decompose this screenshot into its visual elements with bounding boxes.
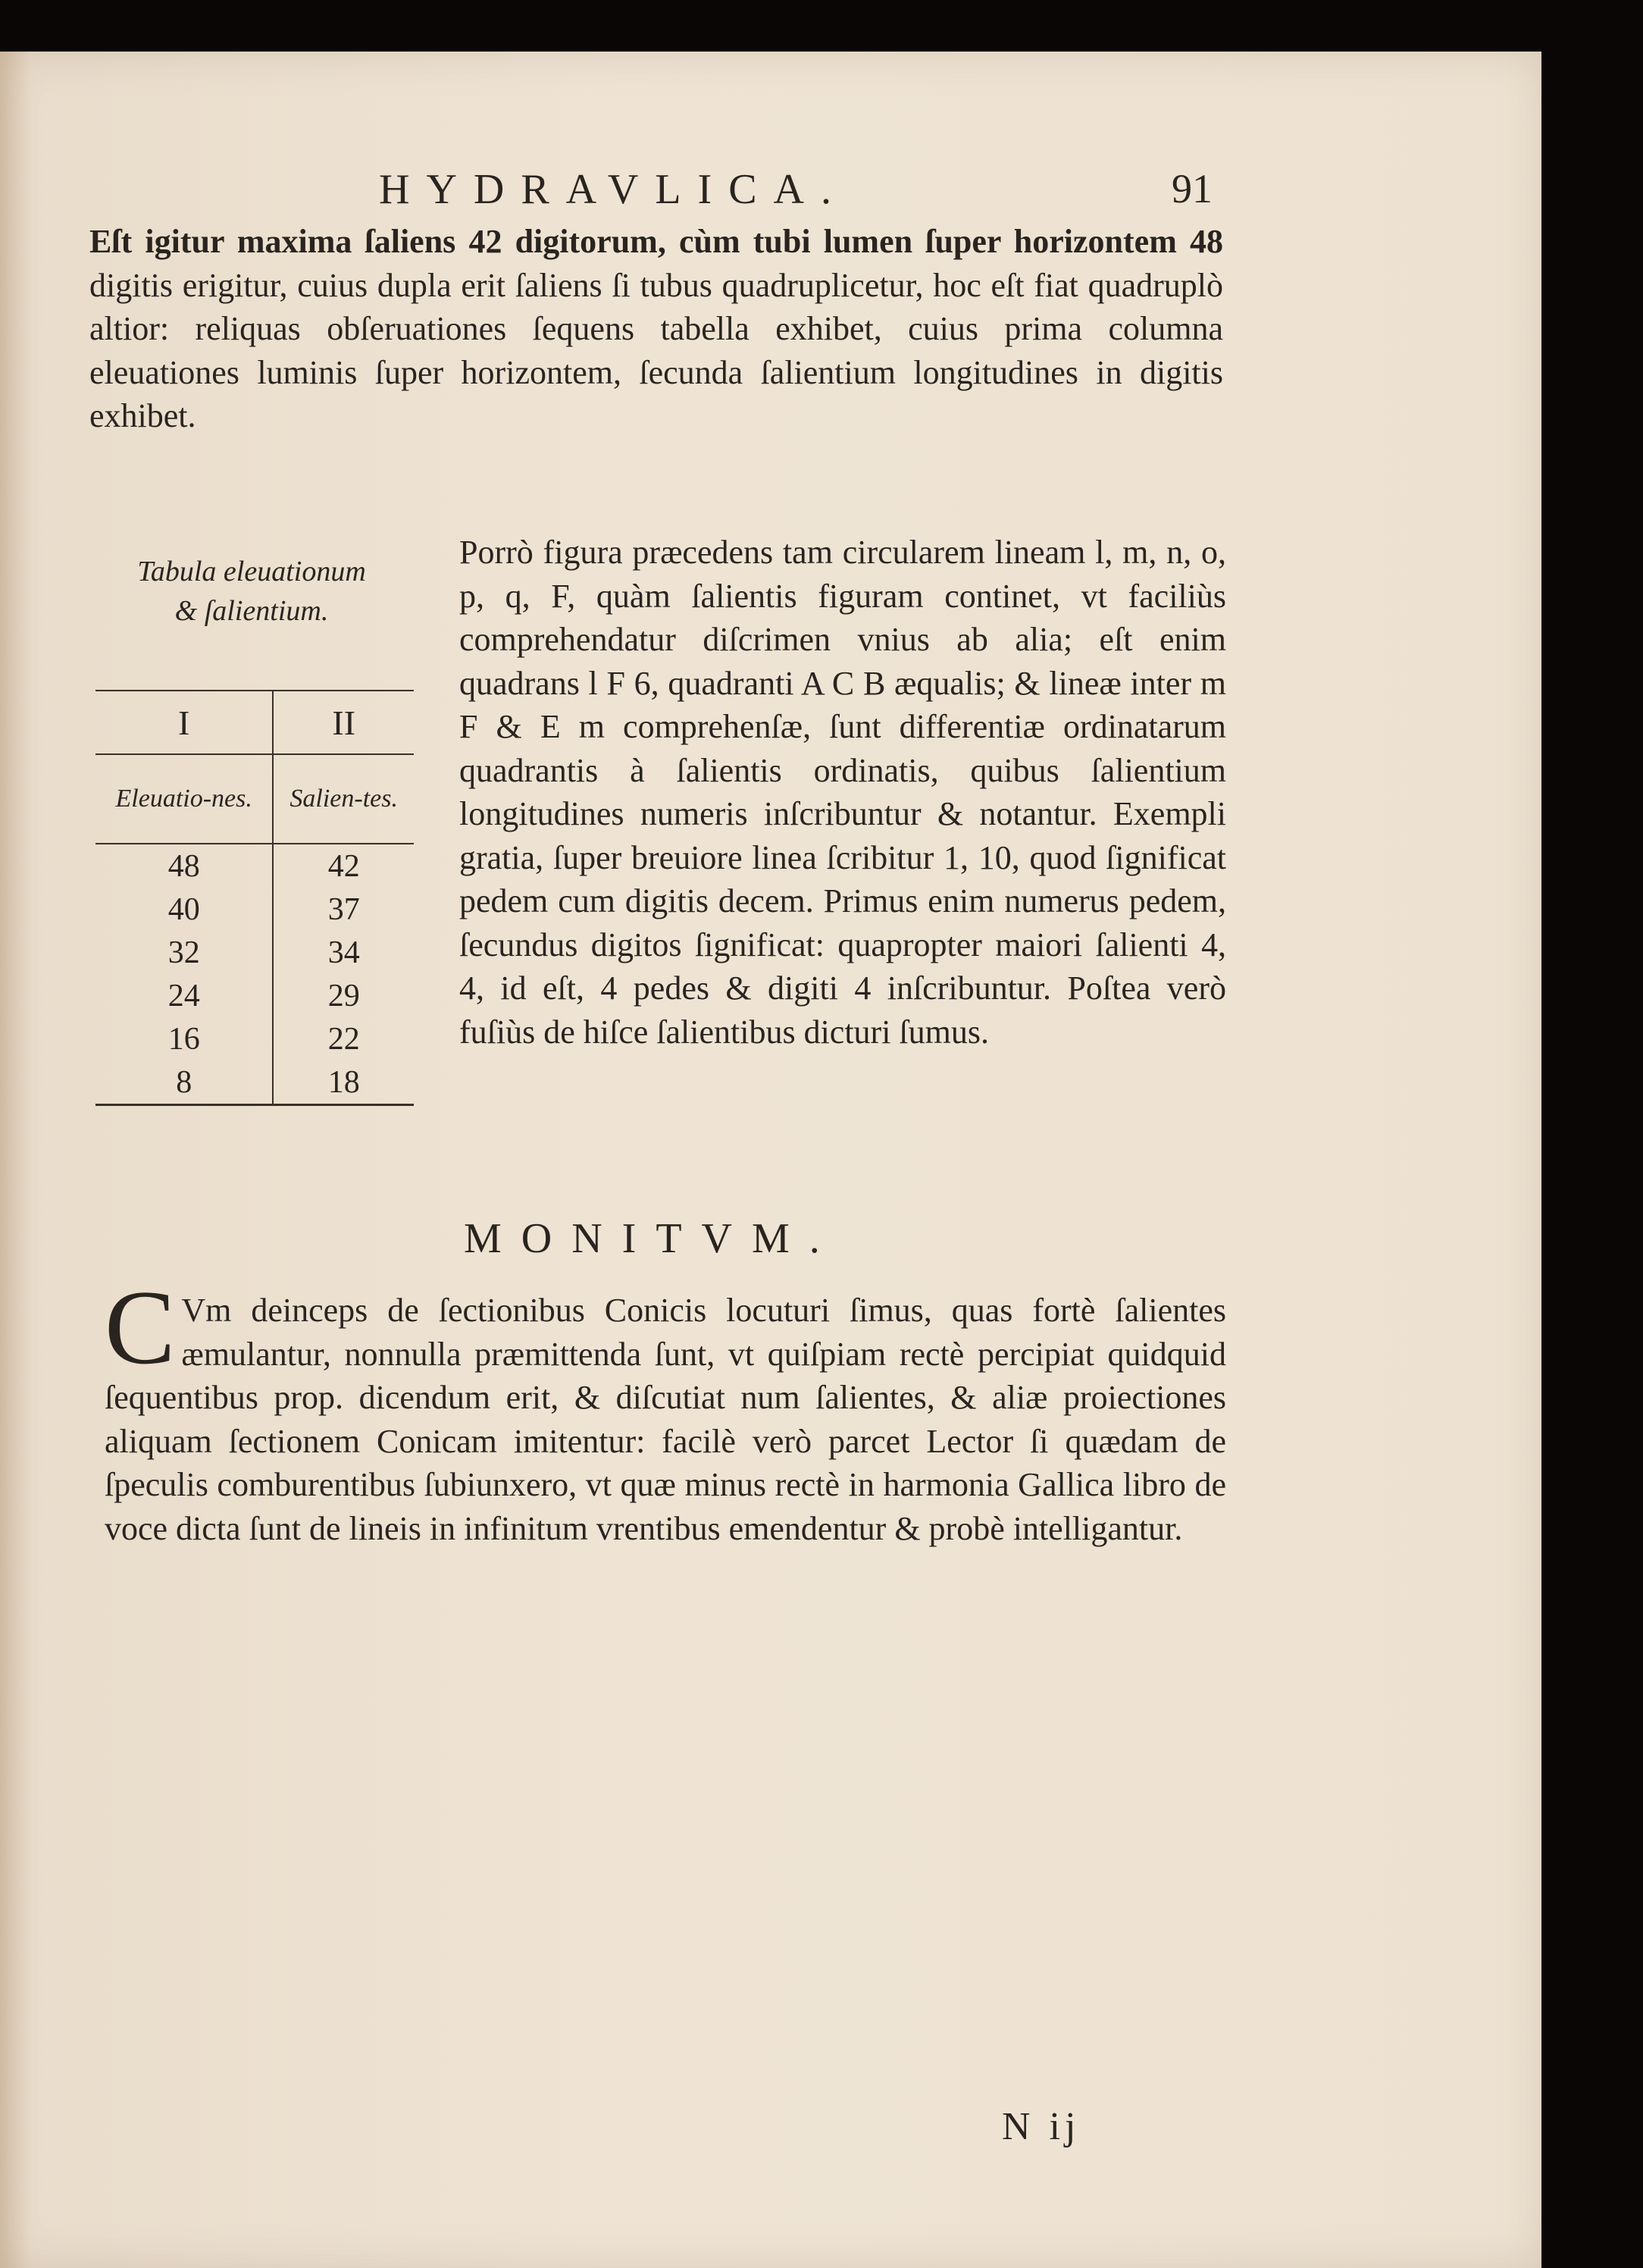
- table-row: [95, 888, 414, 931]
- col2-number: II: [273, 691, 414, 754]
- elevation-value: 32: [167, 935, 200, 970]
- book-page: [0, 52, 1541, 2268]
- elevation-value: 40: [167, 891, 200, 927]
- monitum-text: Vm deinceps de ſectionibus Conicis locuturi ſimus, quas fortè ſalientes æmulantur, nonnulla præmittenda ſunt, vt quiſpiam rectè percipiat quidquid ſequentibus prop. dicendum erit, & diſcutiat num ſalientes, & aliæ proiectiones aliquam ſectionem Conicam imitentur: facilè verò parcet Lector ſi quædam de ſpeculis comburentibus ſubiunxero, vt quæ minus rectè in harmonia Gallica libro de voce dicta ſunt de lineis in infinitum vrentibus emendentur & probè intelligantur.: [105, 1292, 1226, 1547]
- col2-label: Salien-tes.: [273, 754, 414, 844]
- table-caption-line2: & ſalientium.: [174, 595, 329, 627]
- drop-cap: C: [105, 1269, 176, 1386]
- table-row: [95, 931, 414, 974]
- monitum-paragraph: [105, 1269, 1226, 1550]
- salient-value: 37: [273, 888, 414, 931]
- col1-number: I: [95, 691, 273, 754]
- table-row: [95, 844, 414, 888]
- monitum-heading: MONITVM.: [464, 1215, 840, 1262]
- table-caption-line1: Tabula eleuationum: [137, 556, 366, 587]
- table-row: [95, 1017, 414, 1060]
- salient-value: 22: [273, 1017, 414, 1060]
- figure-description-paragraph: Porrò figura præcedens tam circularem lineam l, m, n, o, p, q, F, quàm ſalientis figuram continet, vt faciliùs comprehendatur diſcrimen vnius ab alia; eſt enim quadrans l F 6, quadranti A C B æqualis; & lineæ inter m F & E m comprehenſæ, ſunt differentiæ ordinatarum quadrantis à ſalientis ordinatis, quibus ſalientium longitudines numeris inſcribuntur & notantur. Exempli gratia, ſuper breuiore linea ſcribitur 1, 10, quod ſignificat pedem cum digitis decem. Primus enim numerus pedem, ſecundus digitos ſignificat: quapropter maiori ſalienti 4, 4, id eſt, 4 pedes & digiti 4 inſcribuntur. Poſtea verò fuſiùs de hiſce ſalientibus dicturi ſumus.: [459, 534, 1226, 1051]
- intro-paragraph: Eſt igitur maxima ſaliens 42 digitorum, cùm tubi lumen ſuper horizontem 48 digitis erigitur, cuius dupla erit ſaliens ſi tubus quadruplicetur, hoc eſt fiat quadruplò altior: reliquas obſeruationes ſequens tabella exhibet, cuius prima columna eleuationes luminis ſuper horizontem, ſecunda ſalientium longitudines in digitis exhibet.: [89, 223, 1223, 434]
- table-row: [95, 1060, 414, 1105]
- signature-mark: N ij: [1002, 2105, 1081, 2148]
- table-row: [95, 974, 414, 1017]
- col1-label: Eleuatio-nes.: [95, 754, 273, 844]
- elevation-value: 24: [167, 978, 200, 1013]
- salient-value: 18: [273, 1060, 414, 1105]
- page-number: 91: [1172, 166, 1213, 211]
- elevation-value: 48: [167, 848, 200, 884]
- salient-value: 42: [273, 844, 414, 888]
- salient-value: 34: [273, 931, 414, 974]
- salient-value: 29: [273, 974, 414, 1017]
- running-head: HYDRAVLICA.: [379, 166, 848, 213]
- table-caption: [92, 552, 411, 631]
- elevation-value: 8: [95, 1060, 273, 1105]
- elevation-table: [95, 690, 414, 1106]
- elevation-value: 16: [167, 1021, 200, 1057]
